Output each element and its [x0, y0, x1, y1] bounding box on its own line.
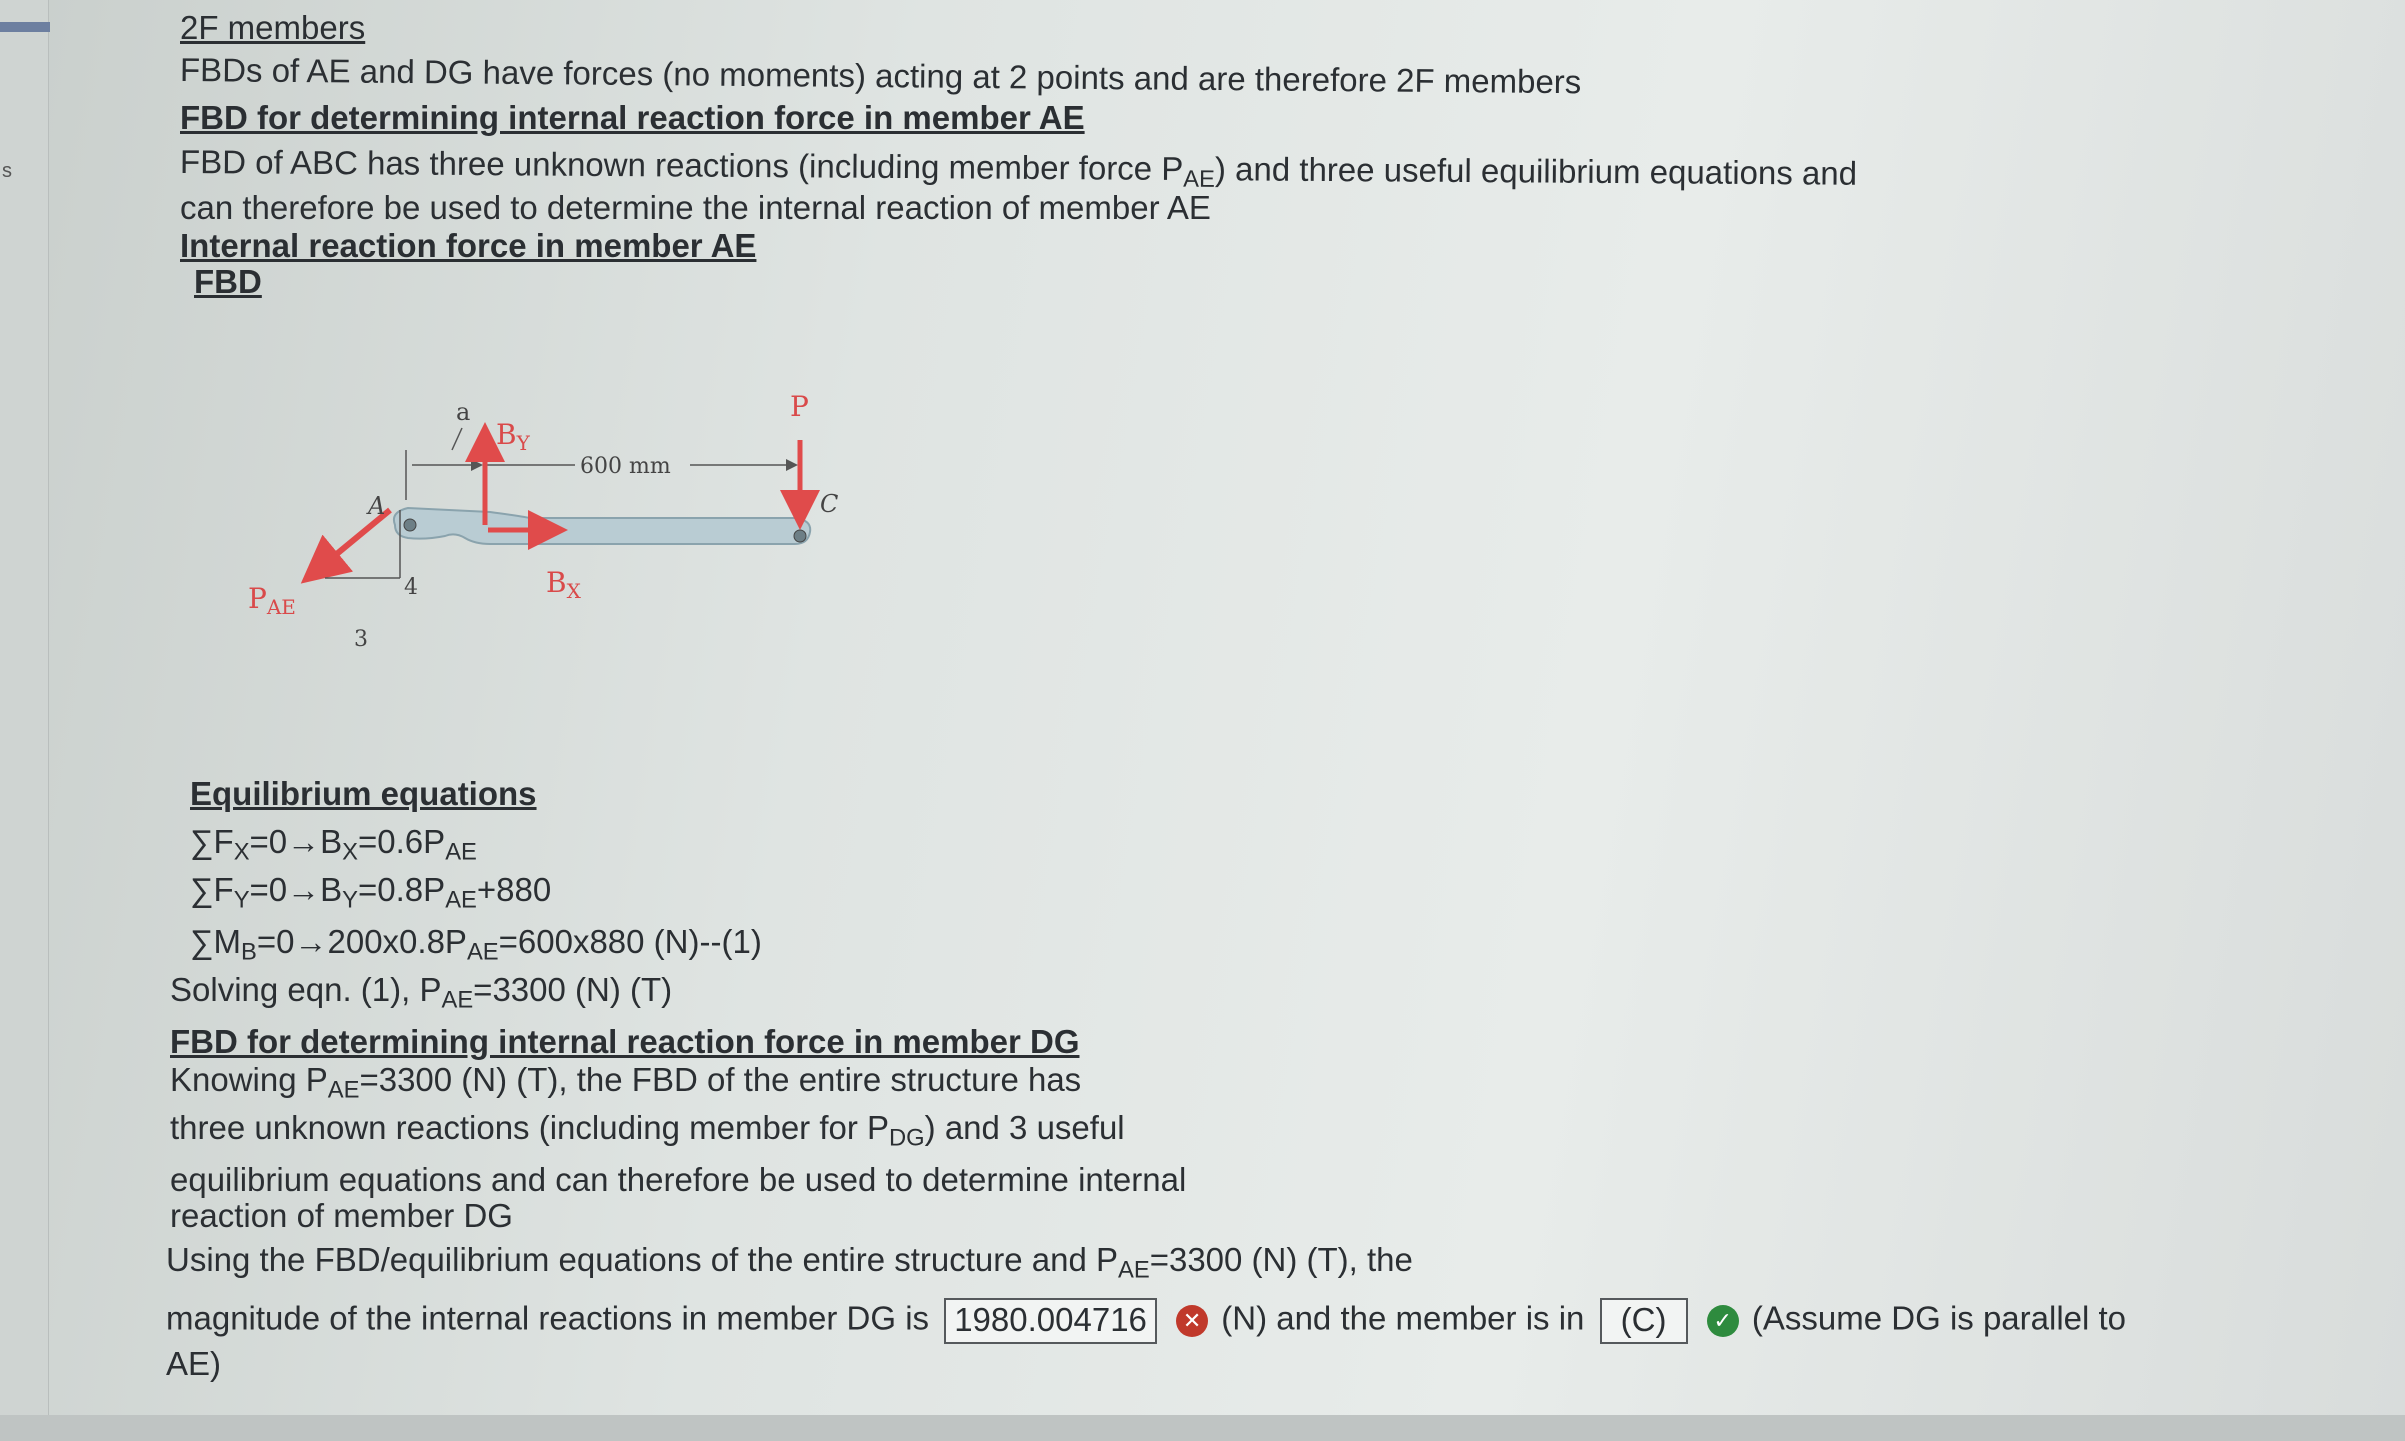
heading-2f-members: 2F members: [180, 9, 366, 46]
dg-line3: equilibrium equations and can therefore be used to determine internal: [170, 1161, 1187, 1198]
left-margin-glyph: s: [2, 160, 12, 182]
heading-fbd-ae: FBD for determining internal reaction force in member AE: [180, 99, 1085, 136]
final-answer-line2: AE): [166, 1345, 222, 1382]
final-answer-line: magnitude of the internal reactions in member DG is 1980.004716 ✕ (N) and the member is in (C) ✓ (Assume DG is parallel to: [166, 1298, 2126, 1344]
dg-line2: three unknown reactions (including member for $P_{DG}$) and 3 useful: [170, 1109, 1125, 1152]
label-600mm: 600 mm: [580, 454, 671, 479]
equation-sum-mb: $\sum M_B=0\to 200x0.8P_{AE}=600x880$ (N)--(1): [190, 923, 762, 966]
equation-sum-fx: $\sum F_X=0\to B_X=0.6P_{AE}$: [190, 823, 477, 866]
correct-check-icon: ✓: [1707, 1305, 1739, 1337]
label-four: 4: [404, 575, 418, 600]
using-line: Using the FBD/equilibrium equations of the entire structure and $P_{AE}=3300$ (N) (T), the: [166, 1241, 1413, 1284]
label-three: 3: [354, 627, 368, 652]
answer-value-input[interactable]: 1980.004716: [944, 1298, 1157, 1344]
dg-line1: Knowing $P_{AE}=3300$ (N) (T), the FBD of the entire structure has: [170, 1061, 1082, 1104]
para-abc-line1: FBD of ABC has three unknown reactions (including member force $P_{AE}$) and three useful equilibrium equations and: [179, 143, 1858, 193]
label-A: A: [368, 492, 386, 520]
label-bx: $B_X$: [546, 566, 581, 603]
label-C: C: [820, 490, 839, 518]
heading-internal-reaction-ae: Internal reaction force in member AE: [180, 227, 757, 264]
member-abc: [394, 508, 810, 544]
bottom-shadow: [0, 1415, 2405, 1441]
pin-c: [794, 530, 806, 542]
heading-equilibrium: Equilibrium equations: [190, 775, 537, 812]
left-margin-strip: [0, 0, 49, 1441]
pin-a: [404, 519, 416, 531]
member-state-select[interactable]: (C): [1600, 1298, 1688, 1344]
para-abc-line2: can therefore be used to determine the internal reaction of member AE: [180, 189, 1211, 226]
para-2f-members: FBDs of AE and DG have forces (no moments) acting at 2 points and are therefore 2F members: [179, 51, 1582, 101]
equation-sum-fy: $\sum F_Y=0\to B_Y=0.8P_{AE}+880$: [190, 871, 552, 914]
incorrect-icon: ✕: [1176, 1305, 1208, 1337]
label-by: $B_Y$: [496, 418, 530, 455]
label-a: a: [456, 398, 471, 426]
dg-line4: reaction of member DG: [170, 1197, 513, 1234]
heading-fbd-dg: FBD for determining internal reaction force in member DG: [170, 1023, 1080, 1060]
heading-fbd: FBD: [194, 263, 262, 300]
solving-line: Solving eqn. (1), $P_{AE}=3300$ (N) (T): [170, 971, 673, 1014]
fbd-diagram: [230, 380, 870, 680]
dim-ref-slash: [452, 428, 462, 450]
label-pae: $P_{AE}$: [248, 582, 296, 619]
label-p: P: [790, 390, 809, 423]
left-progress-mark: [0, 22, 50, 32]
